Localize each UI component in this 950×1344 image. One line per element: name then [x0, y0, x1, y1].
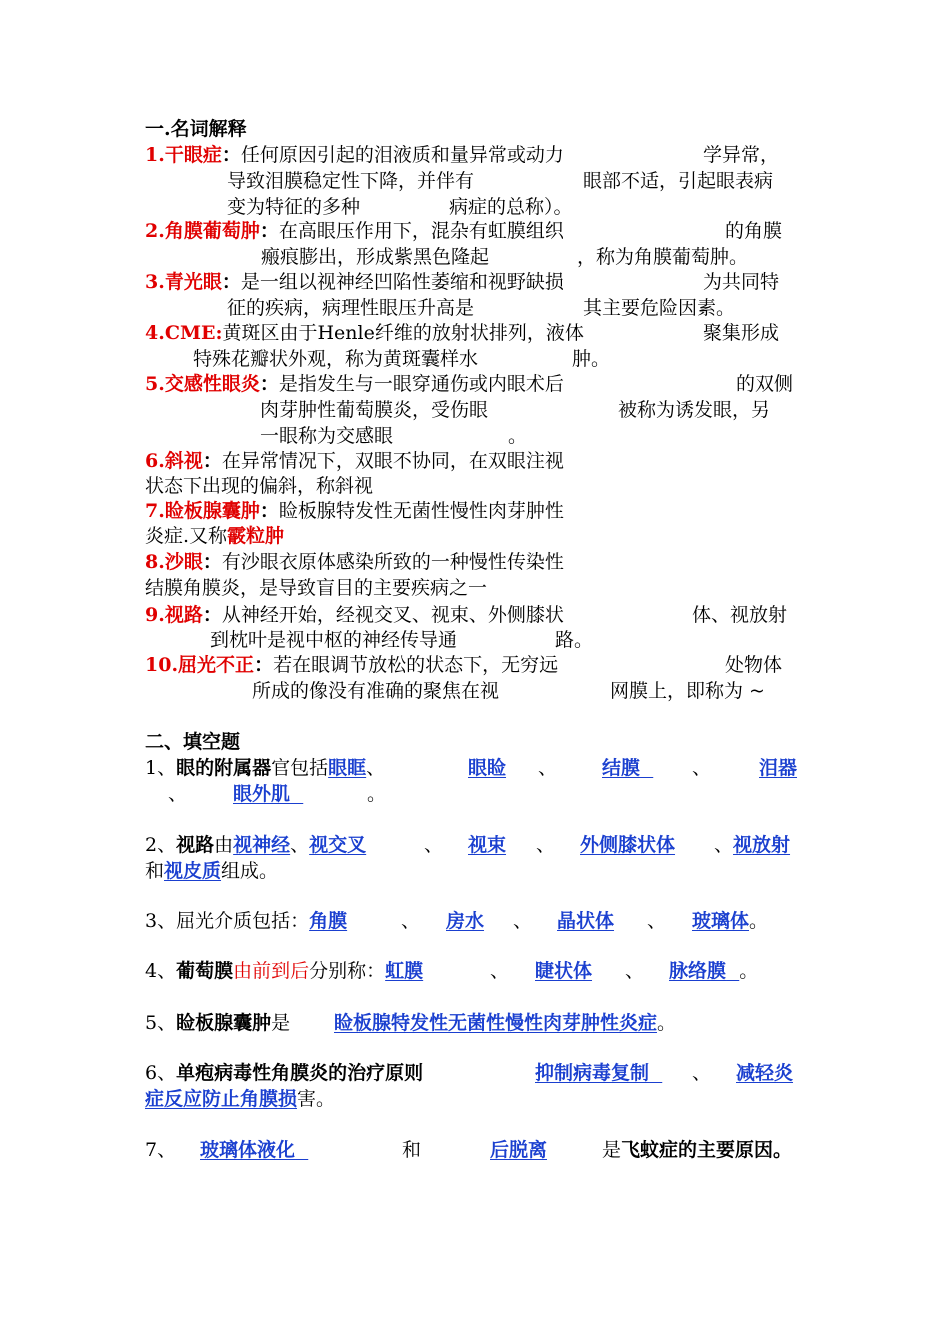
question-5	[145, 1010, 290, 1036]
answer-blank: 后脱离	[490, 1139, 548, 1161]
definition-text: 特殊花瓣状外观，称为黄斑囊样水	[193, 348, 479, 370]
question-text: 葡萄膜	[176, 960, 234, 982]
question-text: 睑板腺囊肿	[176, 1012, 272, 1034]
blank-padding	[295, 1139, 308, 1161]
definition-text: 结膜角膜炎，是导致盲目的主要疾病之一	[145, 577, 488, 599]
term: 5.交感性眼炎	[145, 373, 260, 395]
question-4-cont	[669, 958, 758, 984]
question-text: 视路	[176, 834, 215, 856]
section-title-definitions: 一.名词解释	[145, 118, 247, 140]
answer-blank: 抑制病毒复制	[535, 1062, 650, 1084]
term: 8.沙眼	[145, 551, 203, 573]
definition-text: ，称为角膜葡萄肿。	[577, 246, 749, 268]
answer-blank: 结膜	[602, 757, 641, 779]
definition-text: 在异常情况下，双眼不协同，在双眼注视	[221, 450, 564, 472]
answer-blank: 眼外肌	[233, 783, 291, 805]
definition-text: 睑板腺特发性无菌性慢性肉芽肿性	[278, 500, 564, 522]
definition-text: 征的疾病，病理性眼压升高是	[227, 297, 475, 319]
definition-text: 黄斑区由于Henle纤维的放射状排列，液体	[222, 322, 584, 344]
question-1-cont	[468, 755, 506, 781]
answer-blank: 玻璃体	[692, 910, 750, 932]
question-text: 是	[271, 1012, 291, 1034]
blank-padding	[726, 960, 739, 982]
answer-blank: 眼眶	[328, 757, 367, 779]
term: 1.干眼症	[145, 144, 222, 166]
separator: ：	[259, 373, 279, 395]
question-number: 7、	[145, 1139, 177, 1161]
question-2-cont	[145, 858, 278, 884]
answer-blank: 脉络膜	[669, 960, 727, 982]
separator: ：	[202, 450, 222, 472]
term: 10.屈光不正	[145, 654, 255, 676]
definition-item	[145, 320, 584, 346]
answer-blank: 泪器	[759, 757, 798, 779]
question-number: 5、	[145, 1012, 177, 1034]
separator: ：	[202, 551, 222, 573]
term: 4.CME:	[145, 322, 223, 344]
definition-text: 所成的像没有准确的聚焦在视	[252, 680, 500, 702]
question-end: 。	[367, 783, 387, 805]
question-1	[145, 755, 385, 781]
question-text: 是	[602, 1139, 622, 1161]
separator: 、	[692, 757, 712, 779]
question-number: 1、	[145, 757, 177, 779]
question-text: 和	[145, 860, 165, 882]
question-text: 和	[402, 1139, 422, 1161]
term: 9.视路	[145, 604, 203, 626]
answer-blank: 视放射	[733, 834, 791, 856]
answer-blank: 视交叉	[309, 834, 367, 856]
question-7-cont	[602, 1137, 792, 1163]
question-1-cont	[233, 781, 303, 807]
definition-item	[145, 498, 564, 524]
answer-blank: 视束	[468, 834, 507, 856]
separator: 、	[625, 960, 645, 982]
blank-padding	[640, 757, 653, 779]
question-1-cont	[759, 755, 797, 781]
question-5-cont	[334, 1010, 676, 1036]
definition-text: 变为特征的多种	[227, 196, 361, 218]
separator: 、	[513, 910, 533, 932]
definition-text: 在高眼压作用下，混杂有虹膜组织	[278, 220, 564, 242]
question-3-cont	[446, 908, 484, 934]
blank-padding	[649, 1062, 662, 1084]
question-text: 官包括	[271, 757, 329, 779]
highlight-text: 由前到后	[233, 960, 310, 982]
term: 7.睑板腺囊肿	[145, 500, 260, 522]
question-end: 害。	[297, 1088, 336, 1110]
definition-text: 有沙眼衣原体感染所致的一种慢性传染性	[221, 551, 564, 573]
definition-text: 网膜上，即称为 ~	[610, 680, 765, 702]
definition-item	[145, 448, 564, 474]
question-number: 6、	[145, 1062, 177, 1084]
definition-text: 肿。	[572, 348, 611, 370]
definition-item	[145, 218, 564, 244]
definition-text: 状态下出现的偏斜，称斜视	[145, 475, 374, 497]
term: 3.青光眼	[145, 271, 222, 293]
definition-text: 处物体	[725, 654, 783, 676]
separator: 、	[424, 834, 444, 856]
separator: 、	[692, 1062, 712, 1084]
question-end: 组成。	[221, 860, 279, 882]
question-text: 飞蚊症的主要原因。	[621, 1139, 793, 1161]
separator: 、	[168, 783, 188, 805]
answer-blank: 房水	[446, 910, 485, 932]
answer-blank: 症反应防止角膜损	[145, 1088, 298, 1110]
separator: ：	[202, 604, 222, 626]
question-2	[145, 832, 366, 858]
question-6-cont	[145, 1086, 335, 1112]
question-number: 4、	[145, 960, 177, 982]
answer-blank: 眼睑	[468, 757, 507, 779]
question-text: 单疱病毒性角膜炎的治疗原则	[176, 1062, 424, 1084]
separator: 、	[714, 834, 734, 856]
definition-text: 。	[508, 425, 528, 447]
separator: ：	[259, 220, 279, 242]
question-number: 3、	[145, 910, 177, 932]
definition-text: 的双侧	[736, 373, 794, 395]
section-title-fill-blank: 二、填空题	[145, 731, 241, 753]
answer-blank: 睑板腺特发性无菌性慢性肉芽肿性炎症	[334, 1012, 658, 1034]
definition-item	[145, 549, 564, 575]
definition-text: 是一组以视神经凹陷性萎缩和视野缺损	[240, 271, 564, 293]
answer-blank: 睫状体	[535, 960, 593, 982]
definition-text: 体、视放射	[692, 604, 788, 626]
answer-blank: 外侧膝状体	[580, 834, 676, 856]
definition-text: 到枕叶是视中枢的神经传导通	[210, 629, 458, 651]
definition-text: 是指发生与一眼穿通伤或内眼术后	[278, 373, 564, 395]
definition-text: 路。	[555, 629, 594, 651]
question-3-cont	[692, 908, 768, 934]
term: 2.角膜葡萄肿	[145, 220, 260, 242]
definition-text: 为共同特	[703, 271, 780, 293]
question-number: 2、	[145, 834, 177, 856]
definition-item	[145, 269, 564, 295]
term: 6.斜视	[145, 450, 203, 472]
definition-item	[145, 371, 564, 397]
definition-item	[145, 142, 564, 168]
separator: ：	[254, 654, 274, 676]
answer-blank: 角膜	[309, 910, 348, 932]
definition-item	[145, 652, 558, 678]
definition-text: 瘢痕膨出，形成紫黑色隆起	[261, 246, 490, 268]
definition-text: 病症的总称）。	[449, 196, 573, 218]
question-7-cont	[490, 1137, 547, 1163]
definition-text	[145, 523, 284, 549]
separator: ：	[259, 500, 279, 522]
definition-item	[145, 602, 564, 628]
separator: 、	[366, 757, 386, 779]
definition-text: 若在眼调节放松的状态下，无穷远	[273, 654, 559, 676]
definition-text: 学异常，	[703, 144, 780, 166]
definition-text: 从神经开始，经视交叉、视束、外侧膝状	[221, 604, 564, 626]
answer-blank: 视神经	[233, 834, 291, 856]
question-3	[145, 908, 347, 934]
definition-text: 被称为诱发眼，另	[618, 399, 771, 421]
question-text: 眼的附属器	[176, 757, 272, 779]
definition-text: 任何原因引起的泪液质和量异常或动力	[240, 144, 564, 166]
separator: 、	[647, 910, 667, 932]
separator: 、	[538, 757, 558, 779]
definition-text: 聚集形成	[703, 322, 780, 344]
blank-padding	[290, 783, 303, 805]
definition-text: 导致泪膜稳定性下降，并伴有	[227, 170, 475, 192]
question-4-cont	[535, 958, 592, 984]
definition-text: 一眼称为交感眼	[260, 425, 394, 447]
question-6-cont	[535, 1060, 662, 1086]
question-3-cont	[557, 908, 614, 934]
highlight-term: 霰粒肿	[227, 525, 285, 547]
question-text: 由	[214, 834, 234, 856]
question-2-cont	[714, 832, 790, 858]
answer-blank: 虹膜	[385, 960, 424, 982]
question-7-cont	[200, 1137, 308, 1163]
definition-text: 炎症.又称	[145, 525, 228, 547]
question-text: 屈光介质包括：	[176, 910, 310, 932]
question-end: 。	[739, 960, 759, 982]
answer-blank: 玻璃体液化	[200, 1139, 296, 1161]
question-7	[145, 1137, 176, 1163]
separator: ：	[221, 144, 241, 166]
definition-text: 肉芽肿性葡萄膜炎，受伤眼	[260, 399, 489, 421]
question-6-cont	[736, 1060, 793, 1086]
definition-text: 其主要危险因素。	[583, 297, 736, 319]
definition-text: 眼部不适，引起眼表病	[583, 170, 774, 192]
question-6	[145, 1060, 423, 1086]
definition-text: 的角膜	[725, 220, 783, 242]
question-2-cont	[580, 832, 675, 858]
answer-blank: 晶状体	[557, 910, 615, 932]
answer-blank: 减轻炎	[736, 1062, 794, 1084]
separator: 、	[490, 960, 510, 982]
question-end: 。	[749, 910, 769, 932]
question-1-cont	[602, 755, 653, 781]
answer-blank: 视皮质	[164, 860, 222, 882]
question-2-cont	[468, 832, 506, 858]
question-text: 分别称：	[309, 960, 386, 982]
separator: ：	[221, 271, 241, 293]
question-4	[145, 958, 423, 984]
question-end: 。	[657, 1012, 677, 1034]
separator: 、	[536, 834, 556, 856]
separator: 、	[401, 910, 421, 932]
separator: 、	[290, 834, 310, 856]
